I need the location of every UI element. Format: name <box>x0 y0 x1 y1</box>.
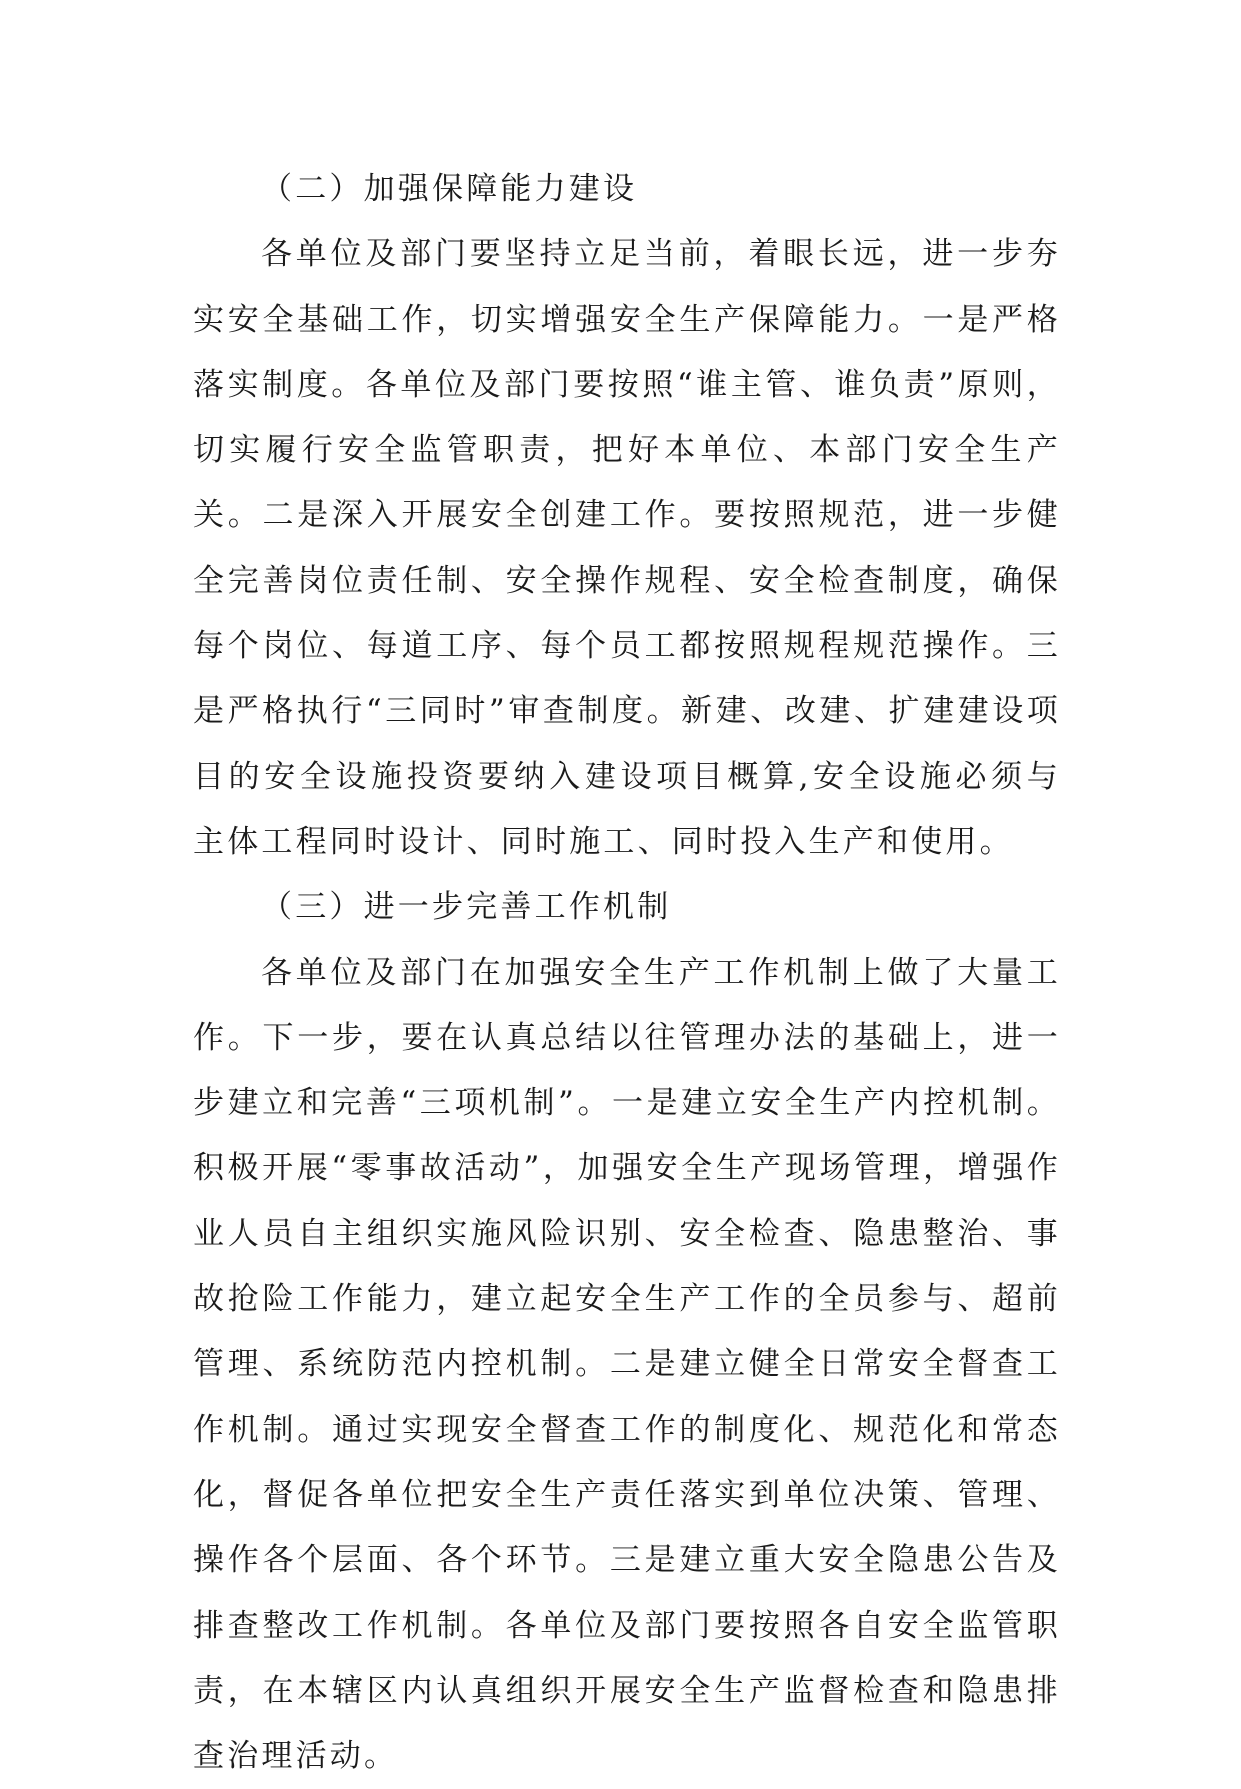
document-body <box>193 157 1061 1789</box>
section-paragraph-2: 各单位及部门要坚持立足当前，着眼长远，进一步夯实安全基础工作，切实增强安全生产保障能力。一是严格落实制度。各单位及部门要按照“谁主管、谁负责”原则，切实履行安全监管职责，把好本单位、本部门安全生产关。二是深入开展安全创建工作。要按照规范，进一步健全完善岗位责任制、安全操作规程、安全检查制度，确保每个岗位、每道工序、每个员工都按照规程规范操作。三是严格执行“三同时”审查制度。新建、改建、扩建建设项目的安全设施投资要纳入建设项目概算,安全设施必须与主体工程同时设计、同时施工、同时投入生产和使用。 <box>193 236 1061 860</box>
section-paragraph-3: 各单位及部门在加强安全生产工作机制上做了大量工作。下一步，要在认真总结以往管理办法的基础上，进一步建立和完善“三项机制”。一是建立安全生产内控机制。积极开展“零事故活动”，加强安全生产现场管理，增强作业人员自主组织实施风险识别、安全检查、隐患整治、事故抢险工作能力，建立起安全生产工作的全员参与、超前管理、系统防范内控机制。二是建立健全日常安全督查工作机制。通过实现安全督查工作的制度化、规范化和常态化，督促各单位把安全生产责任落实到单位决策、管理、操作各个层面、各个环节。三是建立重大安全隐患公告及排查整改工作机制。各单位及部门要按照各自安全监管职责，在本辖区内认真组织开展安全生产监督检查和隐患排查治理活动。 <box>193 954 1061 1775</box>
section-heading-3: （三）进一步完善工作机制 <box>261 889 672 926</box>
section-heading-2: （二）加强保障能力建设 <box>261 171 638 207</box>
